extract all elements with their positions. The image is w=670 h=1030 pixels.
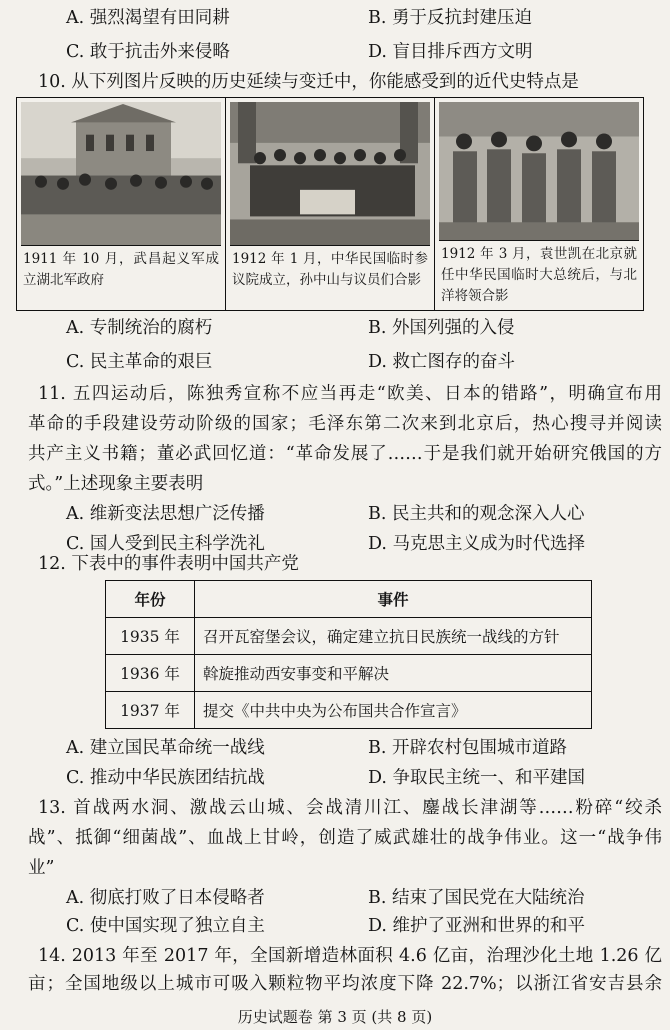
q11-option-b[interactable]: B. 民主共和的观念深入人心 <box>368 504 585 524</box>
beiyang-generals-photo <box>439 102 639 241</box>
q9-option-a[interactable]: A. 强烈渴望有田同耕 <box>66 8 230 28</box>
q12-option-d[interactable]: D. 争取民主统一、和平建国 <box>368 768 586 788</box>
table-header-year: 年份 <box>106 581 195 618</box>
table-cell-year: 1936 年 <box>106 655 195 692</box>
q10-photo-strip <box>16 97 644 311</box>
q12-stem: 12. 下表中的事件表明中国共产党 <box>38 554 299 574</box>
table-header-event: 事件 <box>195 581 592 618</box>
table-row <box>106 692 592 729</box>
q11-stem-line-2: 革命的手段建设劳动阶级的国家；毛泽东第二次来到北京后，热心搜寻并阅读 <box>28 414 662 434</box>
wuchang-uprising-photo <box>21 102 221 246</box>
q10-photo-panel-1 <box>17 98 226 310</box>
q13-option-c[interactable]: C. 使中国实现了独立自主 <box>66 916 265 936</box>
q10-photo-panel-3 <box>435 98 643 310</box>
q12-option-c[interactable]: C. 推动中华民族团结抗战 <box>66 768 265 788</box>
senate-group-photo <box>230 102 430 246</box>
q13-option-a[interactable]: A. 彻底打败了日本侵略者 <box>66 888 265 908</box>
q10-photo-caption-1: 1911 年 10 月，武昌起义军成立湖北军政府 <box>23 251 219 288</box>
q13-option-b[interactable]: B. 结束了国民党在大陆统治 <box>368 888 585 908</box>
q11-stem-line-3: 共产主义书籍；董必武回忆道：“革命发展了……于是我们就开始研究俄国的方 <box>28 444 662 464</box>
q10-option-a[interactable]: A. 专制统治的腐朽 <box>66 318 213 338</box>
table-cell-event: 提交《中共中央为公布国共合作宣言》 <box>195 692 592 729</box>
q14-stem-line-2: 亩；全国地级以上城市可吸入颗粒物平均浓度下降 22.7%；以浙江省安吉县余 <box>28 974 662 994</box>
q11-stem-line-1: 11. 五四运动后，陈独秀宣称不应当再走“欧美、日本的错路”，明确宣布用 <box>38 384 662 404</box>
q10-option-d[interactable]: D. 救亡图存的奋斗 <box>368 352 516 372</box>
q13-stem-line-1: 13. 首战两水洞、激战云山城、会战清川江、鏖战长津湖等……粉碎“绞杀 <box>38 798 662 818</box>
table-cell-event: 斡旋推动西安事变和平解决 <box>195 655 592 692</box>
page-footer: 历史试题卷 第 3 页 (共 8 页) <box>237 1008 433 1026</box>
q12-option-a[interactable]: A. 建立国民革命统一战线 <box>66 738 265 758</box>
q12-events-table <box>105 580 592 729</box>
q11-stem-line-4: 式。”上述现象主要表明 <box>28 474 204 494</box>
q9-option-d[interactable]: D. 盲目排斥西方文明 <box>368 42 533 62</box>
q11-option-a[interactable]: A. 维新变法思想广泛传播 <box>66 504 265 524</box>
q9-option-b[interactable]: B. 勇于反抗封建压迫 <box>368 8 532 28</box>
table-cell-event: 召开瓦窑堡会议，确定建立抗日民族统一战线的方针 <box>195 618 592 655</box>
q14-stem-line-1: 14. 2013 年至 2017 年，全国新增造林面积 4.6 亿亩，治理沙化土地 1.26 亿 <box>38 946 662 966</box>
q10-option-b[interactable]: B. 外国列强的入侵 <box>368 318 515 338</box>
q10-photo-caption-3: 1912 年 3 月，袁世凯在北京就任中华民国临时大总统后，与北洋将领合影 <box>441 246 637 304</box>
q10-photo-caption-2: 1912 年 1 月，中华民国临时参议院成立，孙中山与议员们合影 <box>232 251 428 288</box>
table-header-row <box>106 581 592 618</box>
table-row <box>106 618 592 655</box>
q13-option-d[interactable]: D. 维护了亚洲和世界的和平 <box>368 916 586 936</box>
q12-option-b[interactable]: B. 开辟农村包围城市道路 <box>368 738 567 758</box>
q10-photo-panel-2 <box>226 98 435 310</box>
table-cell-year: 1937 年 <box>106 692 195 729</box>
q13-stem-line-2: 战”、抵御“细菌战”、血战上甘岭，创造了威武雄壮的战争伟业。这一“战争伟 <box>28 828 662 848</box>
table-cell-year: 1935 年 <box>106 618 195 655</box>
table-row <box>106 655 592 692</box>
q11-option-d[interactable]: D. 马克思主义成为时代选择 <box>368 534 586 554</box>
q9-option-c[interactable]: C. 敢于抗击外来侵略 <box>66 42 230 62</box>
q13-stem-line-3: 业” <box>28 858 55 878</box>
q11-option-c[interactable]: C. 国人受到民主科学洗礼 <box>66 534 265 554</box>
q10-stem: 10. 从下列图片反映的历史延续与变迁中，你能感受到的近代史特点是 <box>38 72 579 92</box>
q10-option-c[interactable]: C. 民主革命的艰巨 <box>66 352 213 372</box>
